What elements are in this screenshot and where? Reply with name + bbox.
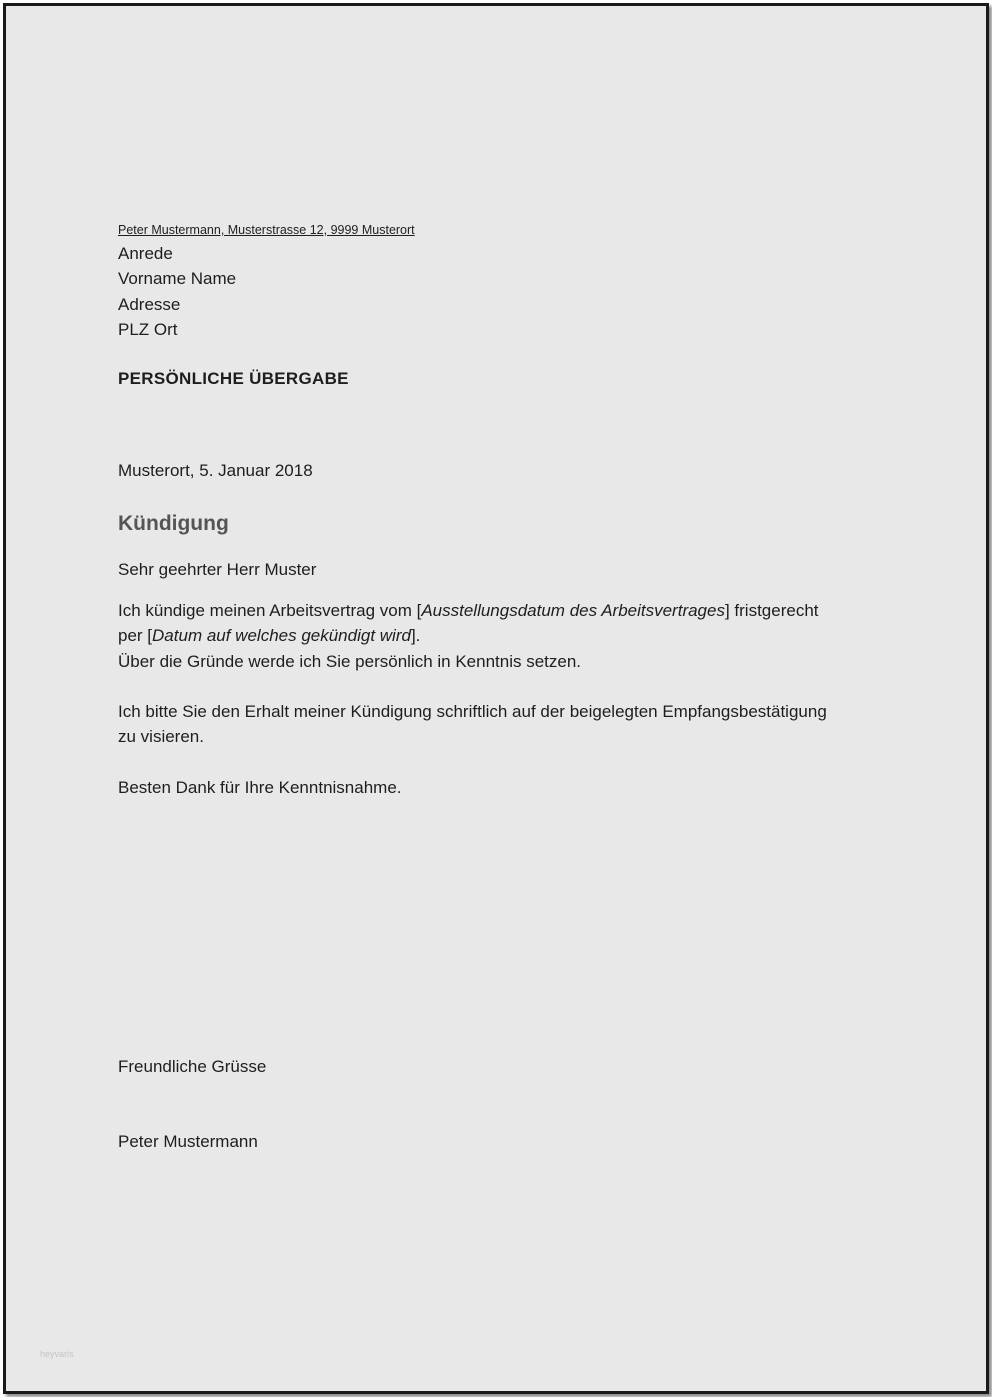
- paragraph-line: zu visieren.: [118, 727, 204, 747]
- paragraph-line: Ich bitte Sie den Erhalt meiner Kündigung schriftlich auf der beigelegten Empfangsbestätigung: [118, 702, 827, 721]
- signature-name: Peter Mustermann: [118, 1132, 258, 1151]
- paragraph-line: Über die Gründe werde ich Sie persönlich in Kenntnis setzen.: [118, 651, 582, 671]
- greeting: Sehr geehrter Herr Muster: [118, 560, 317, 579]
- paragraph-line: [118, 598, 819, 623]
- paragraph-line: [118, 623, 819, 648]
- recipient-address: Adresse: [118, 294, 181, 314]
- recipient-address-block: [118, 241, 236, 342]
- recipient-name: Vorname Name: [118, 269, 237, 289]
- recipient-city: PLZ Ort: [118, 319, 178, 339]
- letter-page: [3, 3, 989, 1394]
- paragraph-thanks: Besten Dank für Ihre Kenntnisnahme.: [118, 778, 402, 797]
- recipient-salutation: Anrede: [118, 244, 173, 263]
- placeholder-termination-date: Datum auf welches gekündigt wird: [152, 626, 411, 646]
- text-segment: per [: [118, 626, 153, 646]
- sender-line: Peter Mustermann, Musterstrasse 12, 9999 Musterort: [118, 223, 415, 237]
- text-segment: ] fristgerecht: [724, 601, 819, 620]
- letter-subject: Kündigung: [118, 512, 229, 535]
- delivery-note: PERSÖNLICHE ÜBERGABE: [118, 369, 349, 388]
- text-segment: ].: [410, 626, 421, 646]
- text-segment: Ich kündige meinen Arbeitsvertrag vom [: [118, 601, 422, 620]
- date-line: Musterort, 5. Januar 2018: [118, 461, 313, 480]
- paragraph-termination: [118, 598, 819, 674]
- placeholder-contract-date: Ausstellungsdatum des Arbeitsvertrages: [421, 601, 725, 620]
- paragraph-confirmation-request: [118, 699, 827, 750]
- watermark: heyvaris: [40, 1349, 74, 1359]
- closing-line: Freundliche Grüsse: [118, 1057, 267, 1076]
